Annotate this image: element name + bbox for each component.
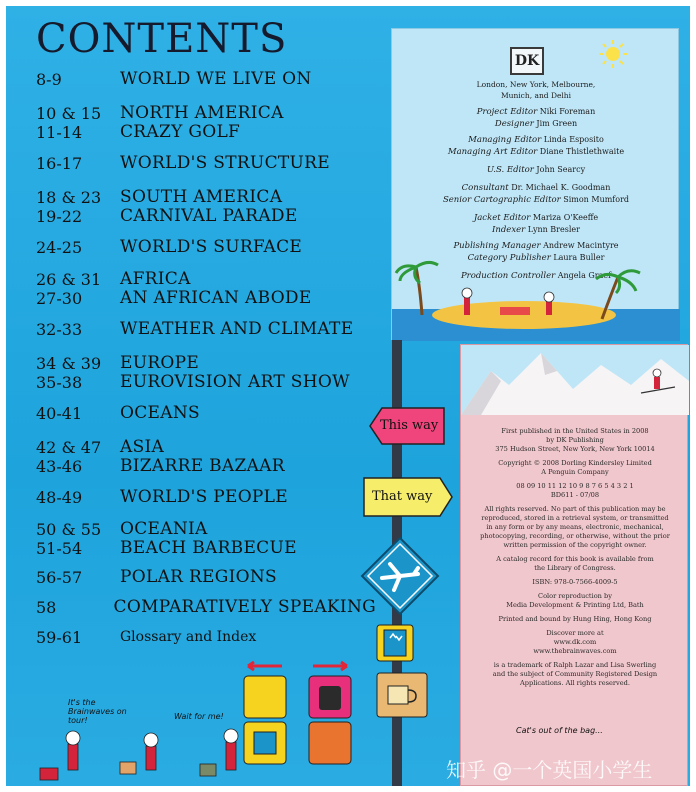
copyright-line: Copyright © 2008 Dorling Kindersley Limited — [498, 459, 652, 467]
toc-section-titles — [120, 154, 330, 173]
toc-page-numbers — [36, 354, 120, 392]
toc-page-number: 42 & 47 — [36, 438, 102, 457]
toc-page-number: 59-61 — [36, 628, 83, 647]
credit-name: Simon Mumford — [563, 195, 630, 204]
elevator-icon — [376, 624, 414, 662]
toc-section-titles — [120, 270, 312, 308]
toc-section-title: AFRICA — [120, 269, 191, 289]
toc-page-numbers — [36, 70, 120, 89]
toc-page-numbers — [36, 320, 120, 339]
credit-line — [392, 213, 680, 223]
toc-page-number: 26 & 31 — [36, 270, 102, 289]
airport-sign — [360, 536, 440, 616]
toc-page-number: 50 & 55 — [36, 520, 102, 539]
credit-name: Angela Graef — [557, 271, 612, 280]
copyright-line: the Library of Congress. — [534, 564, 616, 572]
toc-section-title: AN AFRICAN ABODE — [120, 288, 312, 308]
that-way-label: That way — [372, 489, 433, 504]
credit-line — [392, 107, 680, 117]
copyright-line: reproduced, stored in a retrieval system, or transmitted — [481, 514, 669, 522]
copyright-line: by DK Publishing — [546, 436, 604, 444]
copyright-line: First published in the United States in 2008 — [501, 427, 649, 435]
toc-page-number: 48-49 — [36, 488, 83, 507]
toc-entry — [36, 320, 376, 339]
wait-caption: Wait for me! — [174, 712, 224, 721]
copyright-line: Printed and bound by Hung Hing, Hong Kong — [498, 615, 652, 623]
copyright-line: Media Development & Printing Ltd, Bath — [506, 601, 644, 609]
toc-section-title: EUROPE — [120, 353, 200, 373]
credit-role: Managing Editor — [468, 135, 542, 145]
toc-page-number: 35-38 — [36, 373, 83, 392]
toc-page-number: 8-9 — [36, 70, 62, 89]
credit-name: Laura Buller — [553, 253, 605, 262]
copyright-line: in any form or by any means, electronic, mechanical, — [486, 523, 664, 531]
toc-page-number: 32-33 — [36, 320, 83, 339]
toc-section-titles — [120, 104, 284, 142]
toc-entry — [36, 598, 376, 617]
toc-section-title: WORLD WE LIVE ON — [120, 69, 312, 89]
credit-line — [392, 135, 680, 145]
watermark: 知乎 @一个英国小学生 — [446, 758, 653, 782]
copyright-line: is a trademark of Ralph Lazar and Lisa Swerling — [493, 661, 657, 669]
toc-entry — [36, 568, 376, 587]
toc-page-number: 19-22 — [36, 207, 83, 226]
cities-text — [392, 79, 680, 101]
toc-section-titles — [120, 238, 302, 257]
toc-page-numbers — [36, 404, 120, 423]
toc-section-titles — [120, 438, 285, 476]
toc-section-title: WORLD'S PEOPLE — [120, 487, 288, 507]
mountain-illustration — [461, 345, 689, 415]
coffee-cup-icon — [376, 672, 428, 718]
bottom-sign-post-right — [307, 660, 353, 770]
toc-page-number: 58 — [36, 598, 57, 617]
credit-name: John Searcy — [536, 165, 586, 174]
credit-role: Indexer — [492, 225, 526, 235]
island-illustration — [392, 257, 680, 341]
toc-section-title: OCEANS — [120, 403, 200, 423]
toc-page-numbers — [36, 520, 120, 558]
copyright-line: Color reproduction by — [538, 592, 612, 600]
copyright-line: written permission of the copyright owner. — [503, 541, 647, 549]
credit-name: Mariza O'Keeffe — [532, 213, 599, 222]
toc-section-title: NORTH AMERICA — [120, 103, 284, 123]
toc-section-title: BEACH BARBECUE — [120, 538, 297, 558]
credit-line — [392, 195, 680, 205]
toc-page-numbers — [36, 154, 120, 173]
dk-logo: DK — [510, 47, 544, 75]
toc-entry — [36, 238, 376, 257]
characters-illustration — [36, 726, 256, 786]
toc-section-title: WORLD'S SURFACE — [120, 237, 303, 257]
toc-section-title: OCEANIA — [120, 519, 208, 539]
toc-section-titles — [120, 188, 298, 226]
toc-section-title: COMPARATIVELY SPEAKING — [113, 597, 376, 617]
toc-section-title: Glossary and Index — [120, 629, 257, 645]
this-way-label: This way — [380, 418, 439, 433]
copyright-line: www.dk.com — [553, 638, 597, 646]
toc-section-titles — [120, 320, 353, 339]
toc-page-number: 43-46 — [36, 457, 83, 476]
toc-section-titles — [120, 404, 200, 423]
credit-name: Lynn Bresler — [527, 225, 580, 234]
toc-page-numbers — [36, 438, 120, 476]
credit-role: Jacket Editor — [473, 213, 531, 223]
toc-entry — [36, 270, 376, 308]
credit-line — [392, 225, 680, 235]
toc-page-number: 18 & 23 — [36, 188, 102, 207]
toc-section-titles — [120, 568, 277, 587]
credit-name: Andrew Macintyre — [543, 241, 619, 250]
copyright-line: A Penguin Company — [541, 468, 609, 476]
toc-section-titles — [120, 628, 256, 647]
toc-section-title: CRAZY GOLF — [120, 122, 241, 142]
toc-section-title: CARNIVAL PARADE — [120, 206, 298, 226]
copyright-line: A catalog record for this book is available from — [496, 555, 654, 563]
credit-role: Consultant — [461, 183, 509, 193]
toc-page-number: 34 & 39 — [36, 354, 102, 373]
toc-section-title: ASIA — [120, 437, 165, 457]
credit-name: Diane Thistlethwaite — [539, 147, 625, 156]
credit-role: Project Editor — [476, 107, 538, 117]
copyright-line: photocopying, recording, or otherwise, without the prior — [480, 532, 670, 540]
toc-section-title: BIZARRE BAZAAR — [120, 456, 285, 476]
copyright-line: 375 Hudson Street, New York, New York 10014 — [495, 445, 655, 453]
copyright-line: Applications. All rights reserved. — [520, 679, 630, 687]
credit-name: Niki Foreman — [539, 107, 596, 116]
cities-line-1: London, New York, Melbourne, — [476, 80, 596, 89]
credit-line — [392, 183, 680, 193]
toc-page-number: 24-25 — [36, 238, 83, 257]
credit-role: Publishing Manager — [453, 241, 541, 251]
toc-entry — [36, 488, 376, 507]
copyright-line: ISBN: 978-0-7566-4009-5 — [532, 578, 618, 586]
copyright-line: BD611 - 07/08 — [550, 491, 600, 499]
toc-page-number: 56-57 — [36, 568, 83, 587]
toc-section-title: EUROVISION ART SHOW — [120, 372, 350, 392]
sun-icon — [598, 39, 628, 69]
toc-section-title: SOUTH AMERICA — [120, 187, 283, 207]
copyright-line: www.thebrainwaves.com — [533, 647, 617, 655]
cat-caption: Cat's out of the bag... — [516, 726, 603, 735]
toc-page-numbers — [36, 104, 120, 142]
toc-entry — [36, 154, 376, 173]
cities-line-2: Munich, and Delhi — [500, 91, 572, 100]
toc-page-number: 27-30 — [36, 289, 83, 308]
toc-section-title: WEATHER AND CLIMATE — [120, 319, 354, 339]
book-page — [6, 6, 690, 786]
toc-entry — [36, 404, 376, 423]
credit-name: Jim Green — [536, 119, 578, 128]
credit-line — [392, 119, 680, 129]
credit-line — [392, 165, 680, 175]
toc-section-titles — [114, 598, 376, 617]
toc-page-number: 16-17 — [36, 154, 83, 173]
credit-line — [392, 241, 680, 251]
toc-page-numbers — [36, 598, 114, 617]
toc-page-numbers — [36, 488, 120, 507]
credit-name: Dr. Michael K. Goodman — [511, 183, 611, 192]
credit-name: Linda Esposito — [543, 135, 604, 144]
credit-role: Managing Art Editor — [447, 147, 538, 157]
toc-page-numbers — [36, 568, 120, 587]
copyright-card — [460, 344, 688, 786]
contents-title: CONTENTS — [36, 16, 288, 62]
toc-section-titles — [120, 520, 297, 558]
toc-section-titles — [120, 488, 288, 507]
credits-card — [391, 28, 679, 340]
toc-section-titles — [120, 354, 350, 392]
tour-caption: It's the Brainwaves on tour! — [68, 698, 127, 725]
copyright-line: and the subject of Community Registered Design — [492, 670, 658, 678]
toc-page-numbers — [36, 270, 120, 308]
credit-role: Production Controller — [460, 271, 556, 281]
toc-section-title: WORLD'S STRUCTURE — [120, 153, 330, 173]
toc-entry — [36, 628, 376, 647]
toc-page-number: 10 & 15 — [36, 104, 102, 123]
toc-entry — [36, 438, 376, 476]
toc-entry — [36, 188, 376, 226]
credit-role: Category Publisher — [467, 253, 551, 263]
toc-page-numbers — [36, 238, 120, 257]
credit-line — [392, 147, 680, 157]
toc-entry — [36, 354, 376, 392]
toc-page-numbers — [36, 628, 120, 647]
toc-section-titles — [120, 70, 312, 89]
toc-page-number: 51-54 — [36, 539, 83, 558]
copyright-line: All rights reserved. No part of this publication may be — [484, 505, 666, 513]
toc-page-number: 40-41 — [36, 404, 83, 423]
toc-entry — [36, 520, 376, 558]
copyright-line: 08 09 10 11 12 10 9 8 7 6 5 4 3 2 1 — [516, 482, 634, 490]
toc-section-title: POLAR REGIONS — [120, 567, 278, 587]
credit-role: U.S. Editor — [486, 165, 534, 175]
toc-page-numbers — [36, 188, 120, 226]
credit-role: Senior Cartographic Editor — [442, 195, 561, 205]
copyright-line: Discover more at — [546, 629, 604, 637]
credit-role: Designer — [494, 119, 534, 129]
toc-entry — [36, 104, 376, 142]
toc-page-number: 11-14 — [36, 123, 83, 142]
toc-entry — [36, 70, 376, 89]
